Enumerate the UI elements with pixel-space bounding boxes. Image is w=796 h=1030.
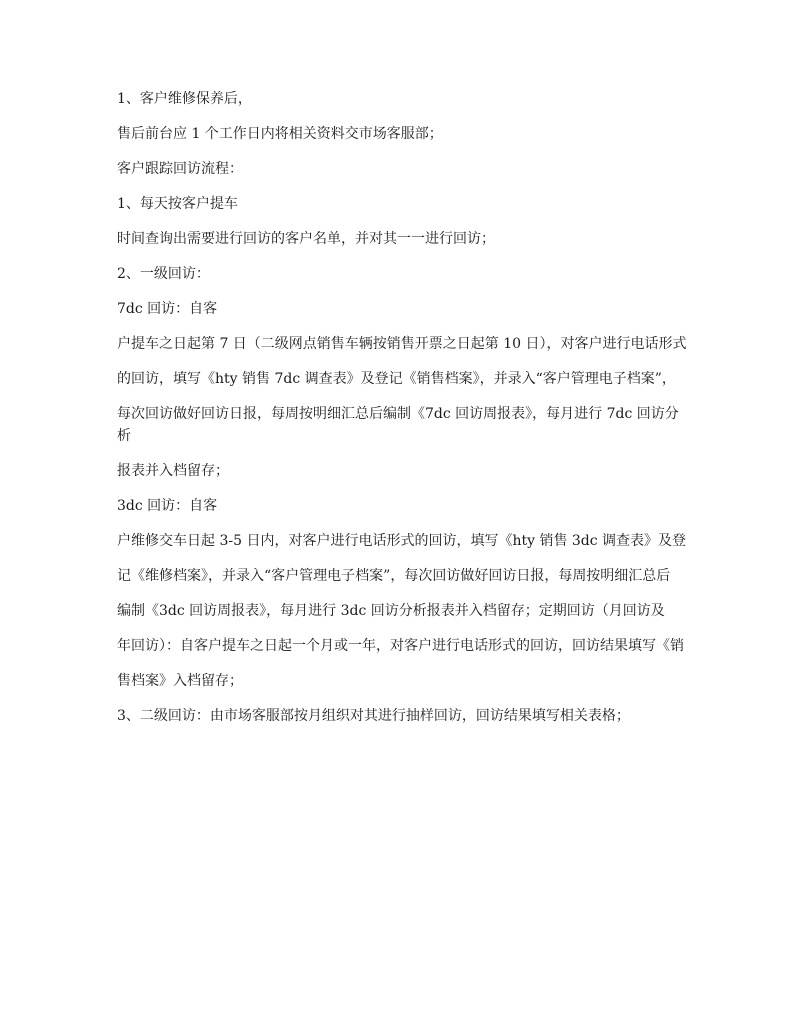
paragraph-10: 每次回访做好回访日报，每周按明细汇总后编制《7dc 回访周报表》，每月进行 7dc 回访分析 — [117, 406, 679, 444]
paragraph-9: 的回访，填写《hty 销售 7dc 调查表》及登记《销售档案》，并录入“客户管理电子档案”， — [117, 371, 676, 387]
document-page — [117, 88, 689, 740]
paragraph-14: 记《维修档案》，并录入“客户管理电子档案”，每次回访做好回访日报，每周按明细汇总后 — [117, 568, 671, 584]
paragraph-5: 时间查询出需要进行回访的客户名单，并对其一一进行回访； — [117, 231, 495, 247]
paragraph-4: 1、每天按客户提车 — [117, 196, 238, 212]
paragraph-8: 户提车之日起第 7 日（二级网点销售车辆按销售开票之日起第 10 日），对客户进行电话形式 — [117, 336, 687, 352]
paragraph-17: 售档案》入档留存； — [117, 673, 243, 689]
paragraph-7: 7dc 回访：自客 — [117, 301, 218, 317]
paragraph-16: 年回访）：自客户提车之日起一个月或一年，对客户进行电话形式的回访，回访结果填写《销 — [117, 638, 684, 654]
paragraph-3: 客户跟踪回访流程： — [117, 161, 243, 177]
paragraph-1: 1、客户维修保养后， — [117, 91, 252, 107]
paragraph-18: 3、二级回访：由市场客服部按月组织对其进行抽样回访，回访结果填写相关表格； — [117, 708, 630, 724]
paragraph-13: 户维修交车日起 3-5 日内，对客户进行电话形式的回访，填写《hty 销售 3dc 调查表》及登 — [117, 533, 687, 549]
paragraph-2: 售后前台应 1 个工作日内将相关资料交市场客服部； — [117, 126, 443, 142]
paragraph-6: 2、一级回访： — [117, 266, 210, 282]
paragraph-15: 编制《3dc 回访周报表》，每月进行 3dc 回访分析报表并入档留存；定期回访（月回访及 — [117, 603, 665, 619]
paragraph-11: 报表并入档留存； — [117, 463, 229, 479]
paragraph-12: 3dc 回访：自客 — [117, 498, 218, 514]
